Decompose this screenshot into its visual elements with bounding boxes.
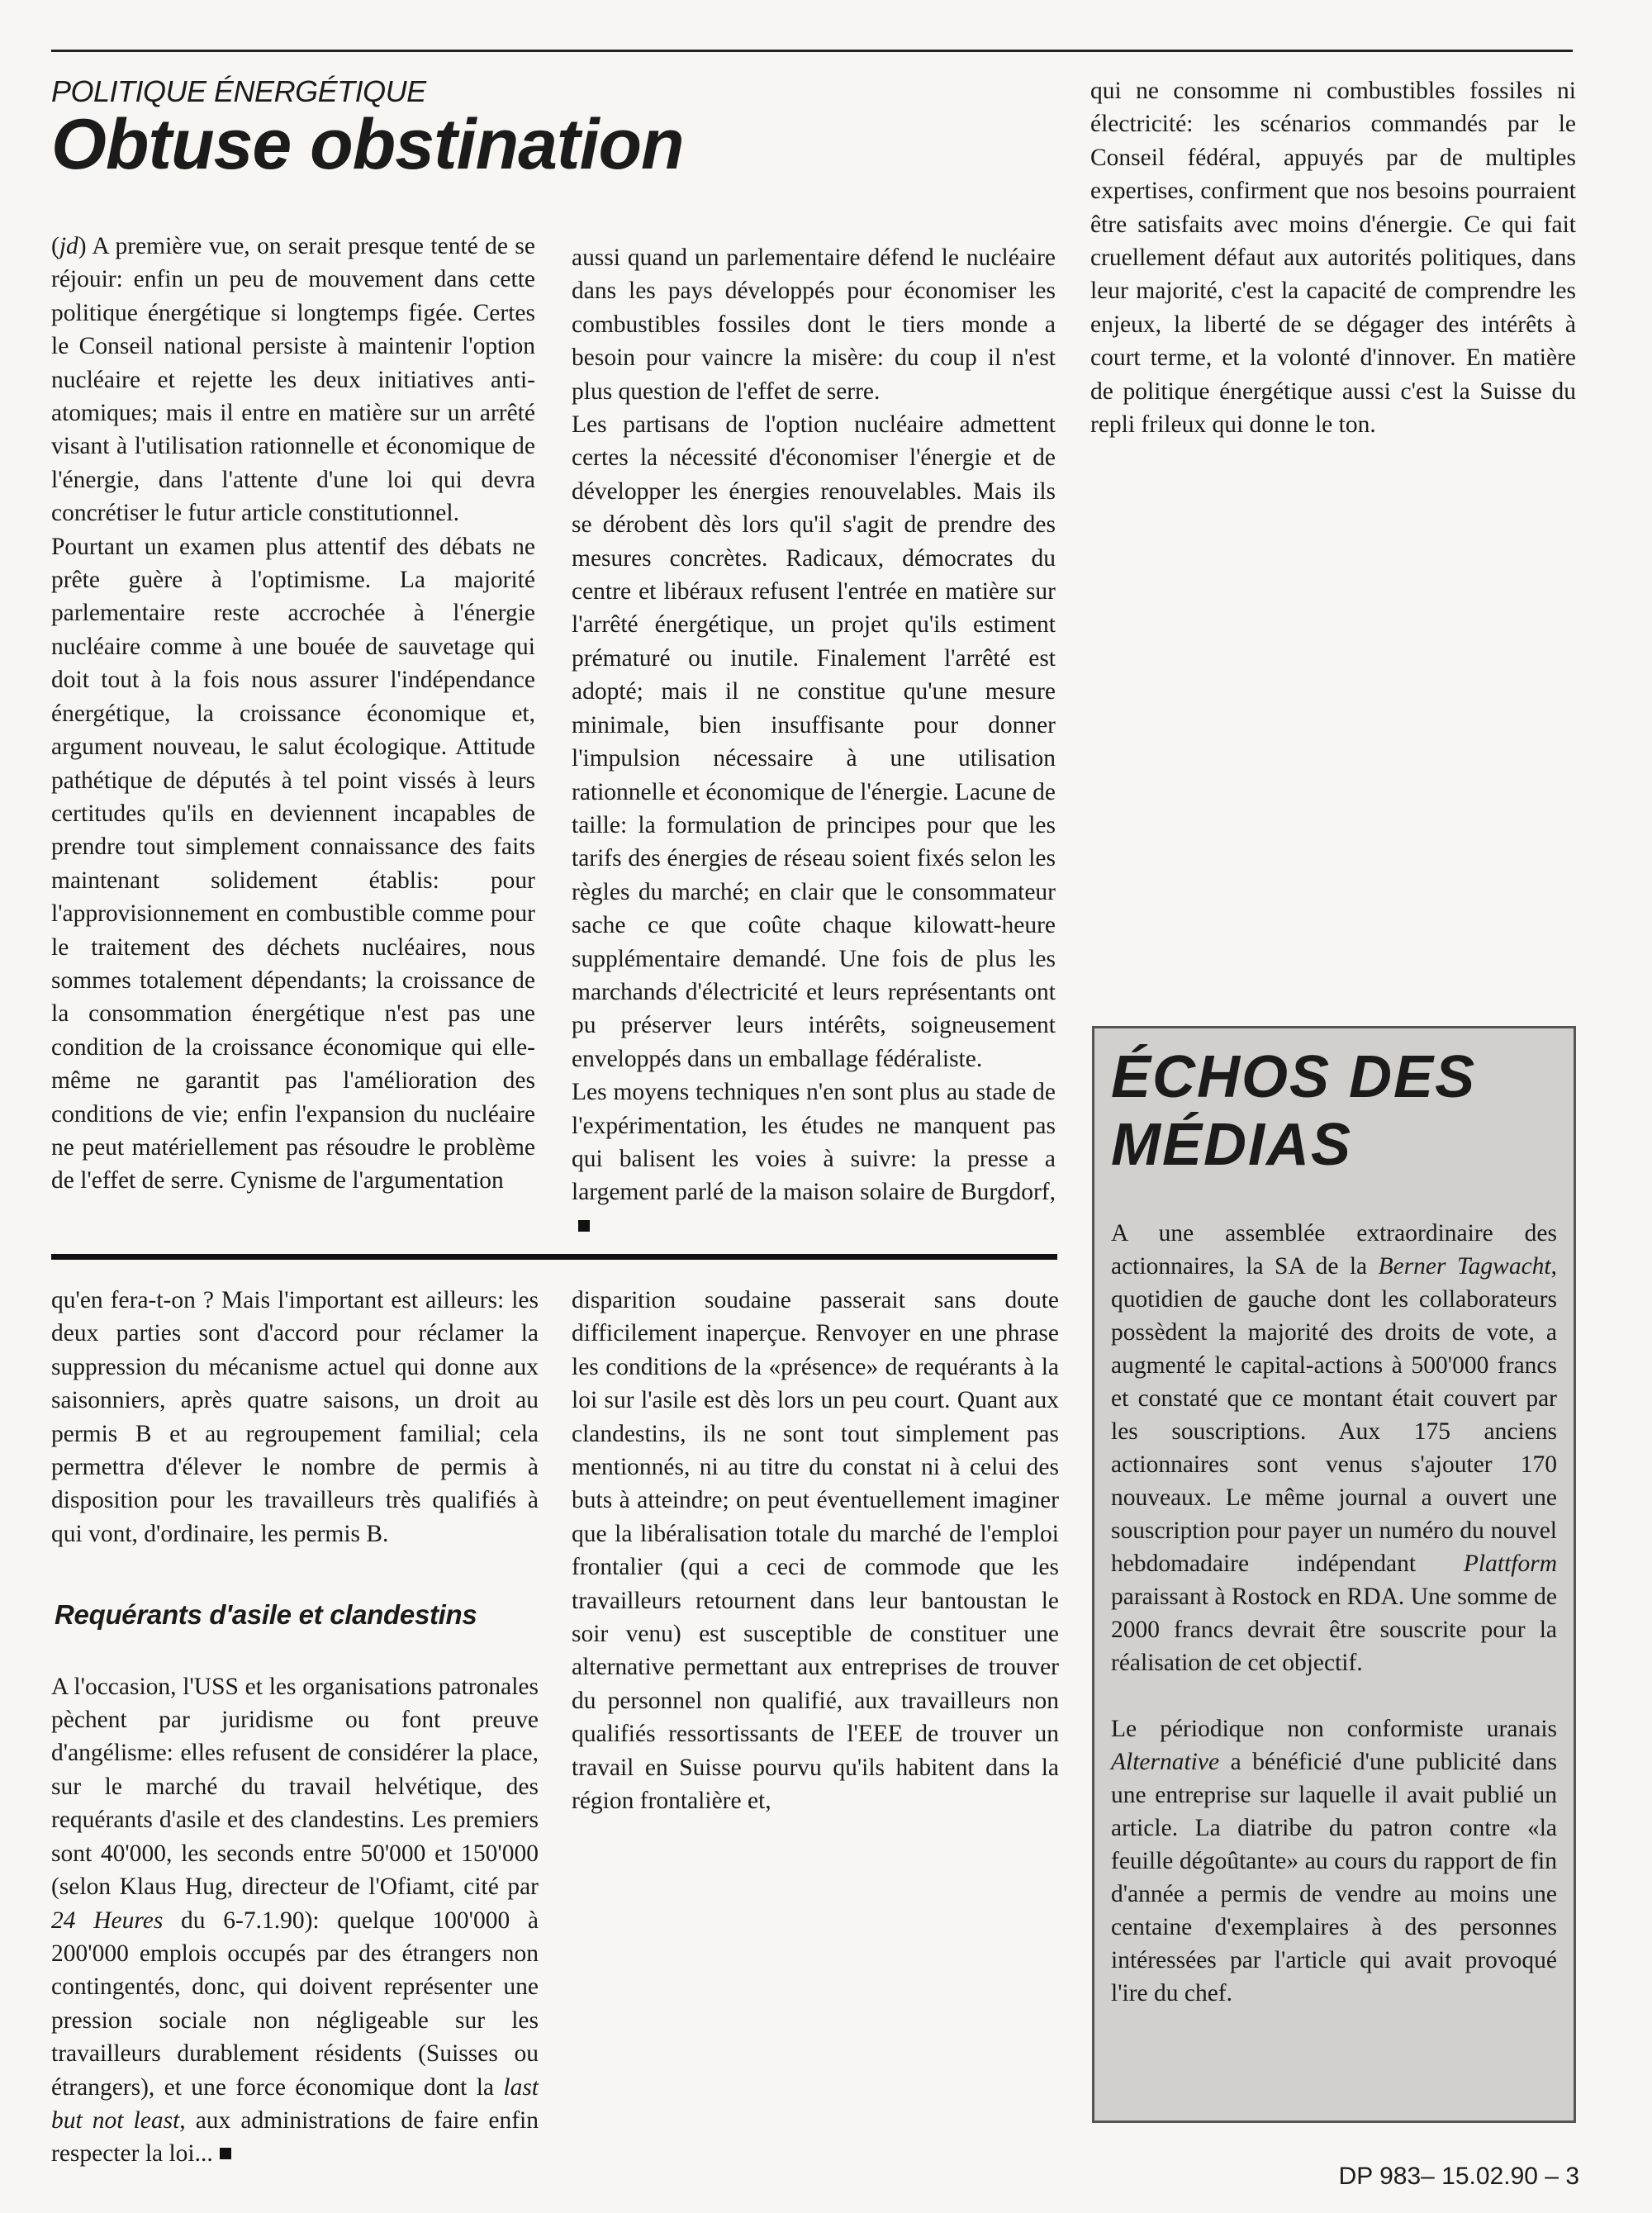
article-paragraph-2: Pourtant un examen plus attentif des débats ne prête guère à l'optimisme. La majorité parlementaire reste accrochée à l'énergie nucléaire comme à une bouée de sauvetage qui doit tout à la fois nous assurer l'indépendance énergétique, la croissance économique et, argument nouveau, le salut écologique. Attitude pathétique de députés à tel point vissés à leurs certitudes qu'ils en deviennent incapables de prendre tout simplement connaissance des faits maintenant solidement établis: pour l'approvisionnement en combustible comme pour le traitement des déchets nucléaires, nous sommes totalement dépendants; la croissance de la consommation énergétique n'est pas une condition de la croissance économique qui elle-même ne garantit pas l'amélioration des conditions de vie; enfin l'expansion du nucléaire ne peut matériellement pas résoudre le problème de l'effet de serre. Cynisme de l'argumentation — [51, 533, 535, 1194]
byline: jd — [59, 233, 78, 259]
media-echoes-title: ÉCHOS DES MÉDIAS — [1111, 1044, 1477, 1178]
article-column-3 — [1090, 74, 1576, 441]
article-paragraph-3: Les partisans de l'option nucléaire admettent certes la nécessité d'économiser l'énergie et de développer les énergies renouvelables. Mais ils se dérobent dès lors qu'il s'agit de prendre des mesures concrètes. Radicaux, démocrates du centre et libéraux refusent l'entrée en matière sur l'arrêté énergétique, un projet qu'ils estiment prématuré ou inutile. Finalement l'arrêté est adopté; mais il ne constitue qu'une mesure minimale, bien insuffisante pour donner l'impulsion nécessaire à une utilisation rationnelle et économique de l'énergie. Lacune de taille: la formulation de principes pour que les tarifs des énergies de réseau soient fixés selon les règles du marché; en clair que le consommateur sache ce que coûte chaque kilowatt-heure supplémentaire demandé. Une fois de plus les marchands d'électricité et leurs représentants ont pu préserver leurs intérêts, soigneusement enveloppés dans un emballage fédéraliste. — [572, 411, 1056, 1072]
media-echoes-paragraph-1: A une assemblée extraordinaire des actionnaires, la SA de la Berner Tagwacht, quotidien de gauche dont les collaborateurs possèdent la majorité des droits de vote, a augmenté le capital-actions à 500'000 francs et constaté que ce montant était couvert par les souscriptions. Aux 175 anciens actionnaires sont venus s'ajouter 170 nouveaux. Le même journal a ouvert une souscription pour payer un numéro du nouvel hebdomadaire indépendant Plattform paraissant à Rostock en RDA. Une somme de 2000 francs devrait être souscrite pour la réalisation de cet objectif. — [1111, 1220, 1557, 1676]
section-kicker: POLITIQUE ÉNERGÉTIQUE — [51, 74, 426, 108]
article-paragraph-4: qui ne consomme ni combustibles fossiles ni électricité: les scénarios commandés par le Conseil fédéral, appuyés par de multiples expertises, confirment que nos besoins pourraient être satisfaits avec moins d'énergie. Ce qui fait cruellement défaut aux autorités politiques, dans leur majorité, c'est la capacité de comprendre les enjeux, la liberté de se dégager des intérêts à court terme, et la volonté d'innover. En matière de politique énergétique aussi c'est la Suisse du repli frileux qui donne le ton. — [1090, 78, 1576, 439]
continuation-column-1 — [51, 1284, 539, 2171]
article-column-1 — [51, 230, 535, 1198]
media-echoes-paragraph-2: Le périodique non conformiste uranais Alternative a bénéficié d'une publicité dans une entreprise sur laquelle il avait publié un article. La diatribe du patron contre «la feuille dégoûtante» au cours du rapport de fin d'année a permis de vendre au moins une centaine d'exemplaires à des personnes intéressées par l'article qui avait provoqué l'ire du chef. — [1111, 1716, 1557, 2006]
end-of-article-mark — [220, 2148, 231, 2159]
top-rule — [51, 50, 1573, 52]
media-echoes-box — [1092, 1026, 1576, 2123]
continuation-column-2 — [572, 1284, 1059, 1818]
page-folio: DP 983– 15.02.90 – 3 — [1338, 2163, 1579, 2190]
article-headline: Obtuse obstination — [51, 105, 684, 184]
section-divider-rule — [51, 1254, 1057, 1260]
continuation-paragraph-1: qu'en fera-t-on ? Mais l'important est ailleurs: les deux parties sont d'accord pour réclamer la suppression du mécanisme actuel qui donne aux saisonniers, après quatre saisons, un droit au permis B et au regroupement familial; cela permettra d'élever le nombre de permis à disposition pour les travailleurs très qualifiés à qui vont, d'ordinaire, les permis B. — [51, 1287, 539, 1547]
article-paragraph-4: Les moyens techniques n'en sont plus au stade de l'expérimentation, les études ne manquent pas qui balisent les voies à suivre: la presse a largement parlé de la maison solaire de Burgdorf, — [572, 1076, 1056, 1242]
article-paragraph-2: aussi quand un parlementaire défend le nucléaire dans les pays développés pour économiser les combustibles fossiles dont le tiers monde a besoin pour vaincre la misère: du coup il n'est plus question de l'effet de serre. — [572, 245, 1056, 405]
media-echoes-text — [1111, 1217, 1557, 2010]
continuation-subheading: Requérants d'asile et clandestins — [55, 1599, 477, 1631]
article-column-2 — [572, 241, 1056, 1242]
continuation-paragraph-2: A l'occasion, l'USS et les organisations patronales pèchent par juridisme ou font preuve d'angélisme: elles refusent de considérer la place, sur le marché du travail helvétique, des requérants d'asile et des clandestins. Les premiers sont 40'000, les seconds entre 50'000 et 150'000 (selon Klaus Hug, directeur de l'Ofiamt, cité par 24 Heures du 6-7.1.90): quelque 100'000 à 200'000 emplois occupés par des étrangers non contingentés, donc, qui doivent représenter une pression sociale non négligeable sur les travailleurs durablement résidents (Suisses ou étrangers), et une force économique dont la last but not least, aux administrations de faire enfin respecter la loi... — [51, 1673, 539, 2168]
article-paragraph-1: (jd) A première vue, on serait presque tenté de se réjouir: enfin un peu de mouvement dans cette politique énergétique si longtemps figée. Certes le Conseil national persiste à maintenir l'option nucléaire et rejette les deux initiatives anti-atomiques; mais il entre en matière sur un arrêté visant à l'utilisation rationnelle et économique de l'énergie, dans l'attente d'une loi qui devra concrétiser le futur article constitutionnel. — [51, 233, 535, 527]
end-of-article-mark — [578, 1220, 590, 1232]
continuation-paragraph-2: disparition soudaine passerait sans doute difficilement inaperçue. Renvoyer en une phrase les conditions de la «présence» de requérants à la loi sur l'asile est dès lors un peu court. Quant aux clandestins, ils ne sont tout simplement pas mentionnés, ni au titre du constat ni à celui des buts à atteindre; on peut éventuellement imaginer que la libéralisation totale du marché de l'emploi frontalier (qui a ceci de commode que les travailleurs retournent dans leur bantoustan le soir venu) est susceptible de constituer une alternative permettant aux entreprises de trouver du personnel non qualifié, aux travailleurs non qualifiés ressortissants de l'EEE de trouver un travail en Suisse pourvu qu'ils habitent dans la région frontalière et, — [572, 1287, 1059, 1815]
